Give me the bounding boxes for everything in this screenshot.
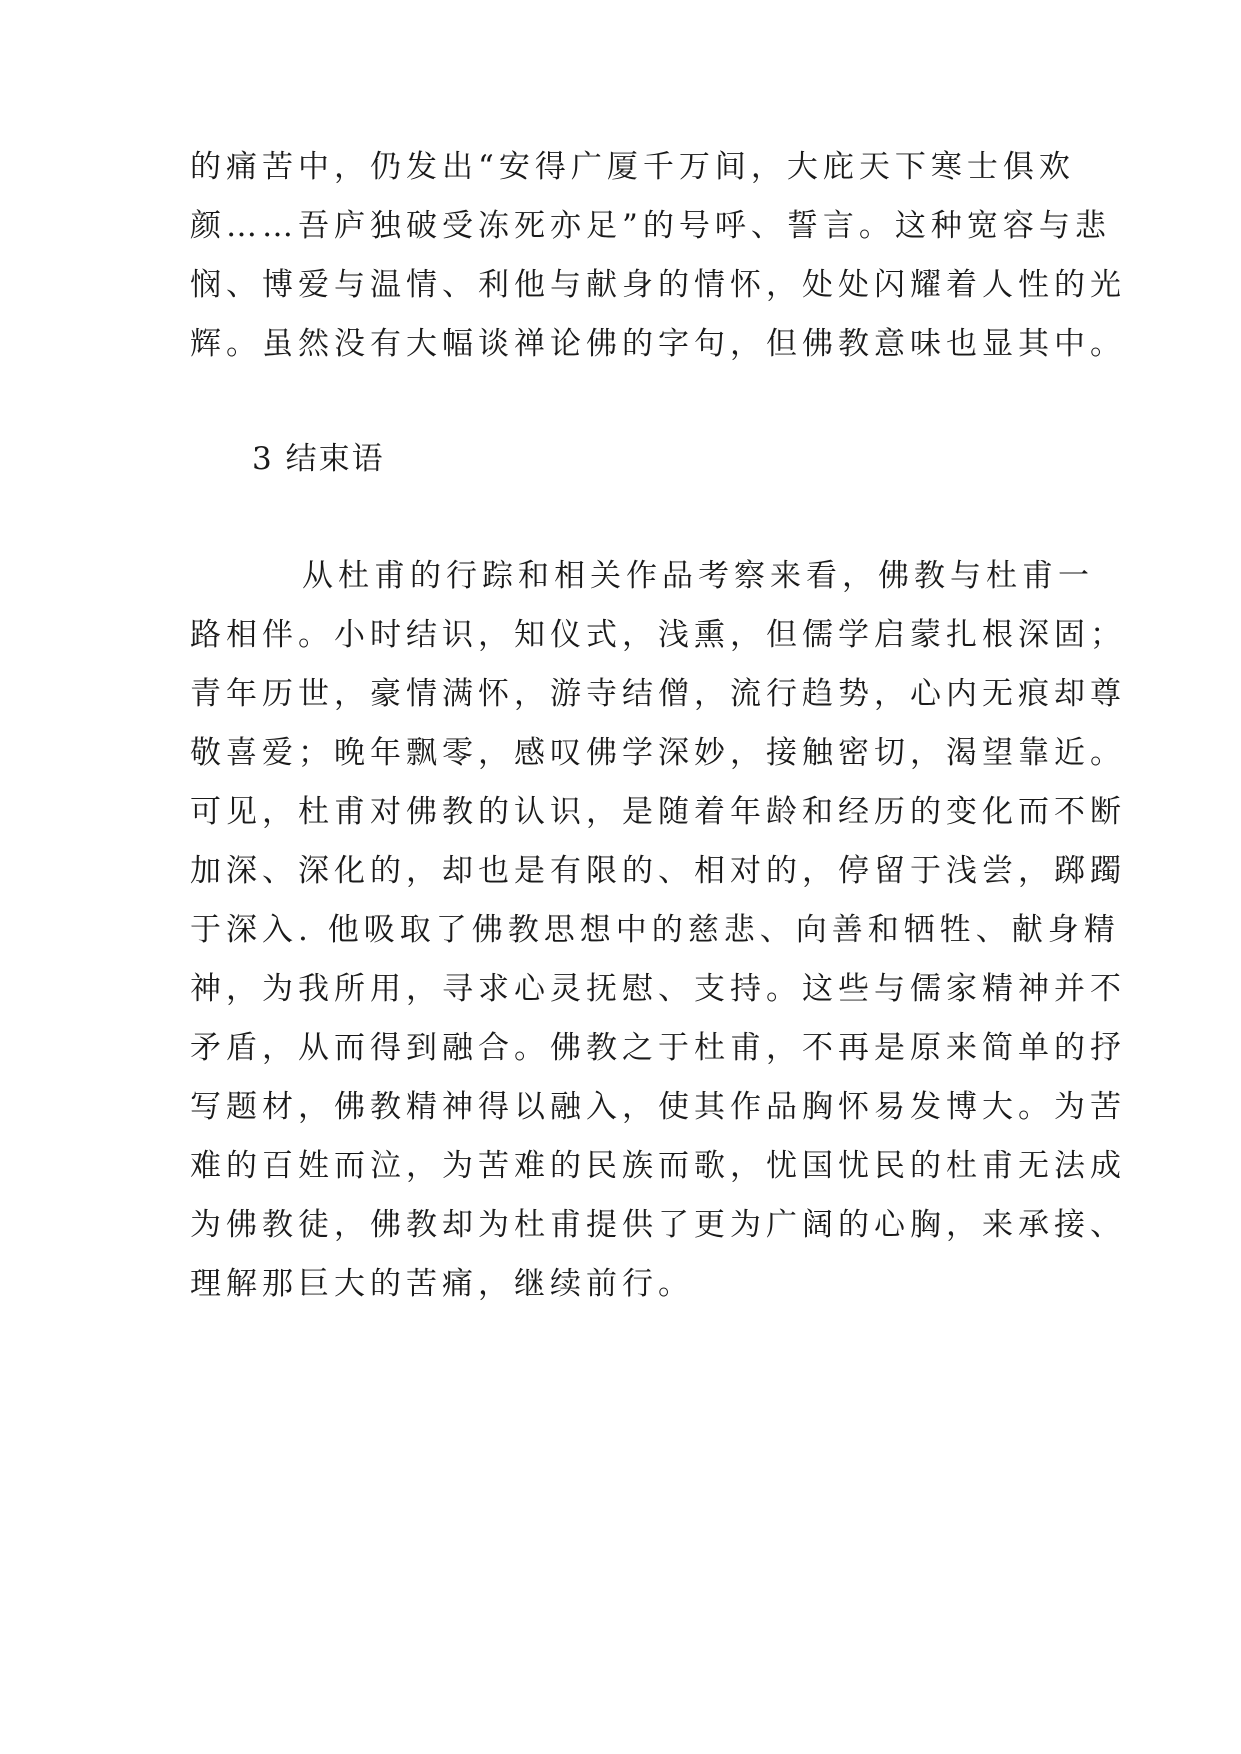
paragraph-2-line-8: 神，为我所用，寻求心灵抚慰、支持。这些与儒家精神并不 xyxy=(190,971,1126,1007)
paragraph-1-line-4: 辉。虽然没有大幅谈禅论佛的字句，但佛教意味也显其中。 xyxy=(190,326,1126,362)
section-heading: 3 结束语 xyxy=(252,441,385,477)
paragraph-2-line-6: 加深、深化的，却也是有限的、相对的，停留于浅尝，踯躅 xyxy=(190,853,1126,889)
paragraph-2-line-10: 写题材，佛教精神得以融入，使其作品胸怀易发博大。为苦 xyxy=(190,1089,1126,1125)
paragraph-2-line-2: 路相伴。小时结识，知仪式，浅熏，但儒学启蒙扎根深固； xyxy=(190,617,1126,653)
paragraph-2-line-12: 为佛教徒，佛教却为杜甫提供了更为广阔的心胸，来承接、 xyxy=(190,1207,1126,1243)
paragraph-1-line-3: 悯、博爱与温情、利他与献身的情怀，处处闪耀着人性的光 xyxy=(190,267,1126,303)
paragraph-2-line-9: 矛盾，从而得到融合。佛教之于杜甫，不再是原来简单的抒 xyxy=(190,1030,1126,1066)
paragraph-1-line-1: 的痛苦中，仍发出“安得广厦千万间，大庇天下寒士俱欢 xyxy=(190,149,1075,185)
paragraph-2-line-4: 敬喜爱；晚年飘零，感叹佛学深妙，接触密切，渴望靠近。 xyxy=(190,735,1126,771)
paragraph-2-line-5: 可见，杜甫对佛教的认识，是随着年龄和经历的变化而不断 xyxy=(190,794,1126,830)
paragraph-2-line-3: 青年历世，豪情满怀，游寺结僧，流行趋势，心内无痕却尊 xyxy=(190,676,1126,712)
paragraph-2-line-7: 于深入. 他吸取了佛教思想中的慈悲、向善和牺牲、献身精 xyxy=(190,912,1120,948)
paragraph-2-line-13: 理解那巨大的苦痛，继续前行。 xyxy=(190,1266,694,1302)
paragraph-1-line-2: 颜……吾庐独破受冻死亦足”的号呼、誓言。这种宽容与悲 xyxy=(190,208,1111,244)
paragraph-2-line-1: 从杜甫的行踪和相关作品考察来看，佛教与杜甫一 xyxy=(302,558,1094,594)
paragraph-2-line-11: 难的百姓而泣，为苦难的民族而歌，忧国忧民的杜甫无法成 xyxy=(190,1148,1126,1184)
